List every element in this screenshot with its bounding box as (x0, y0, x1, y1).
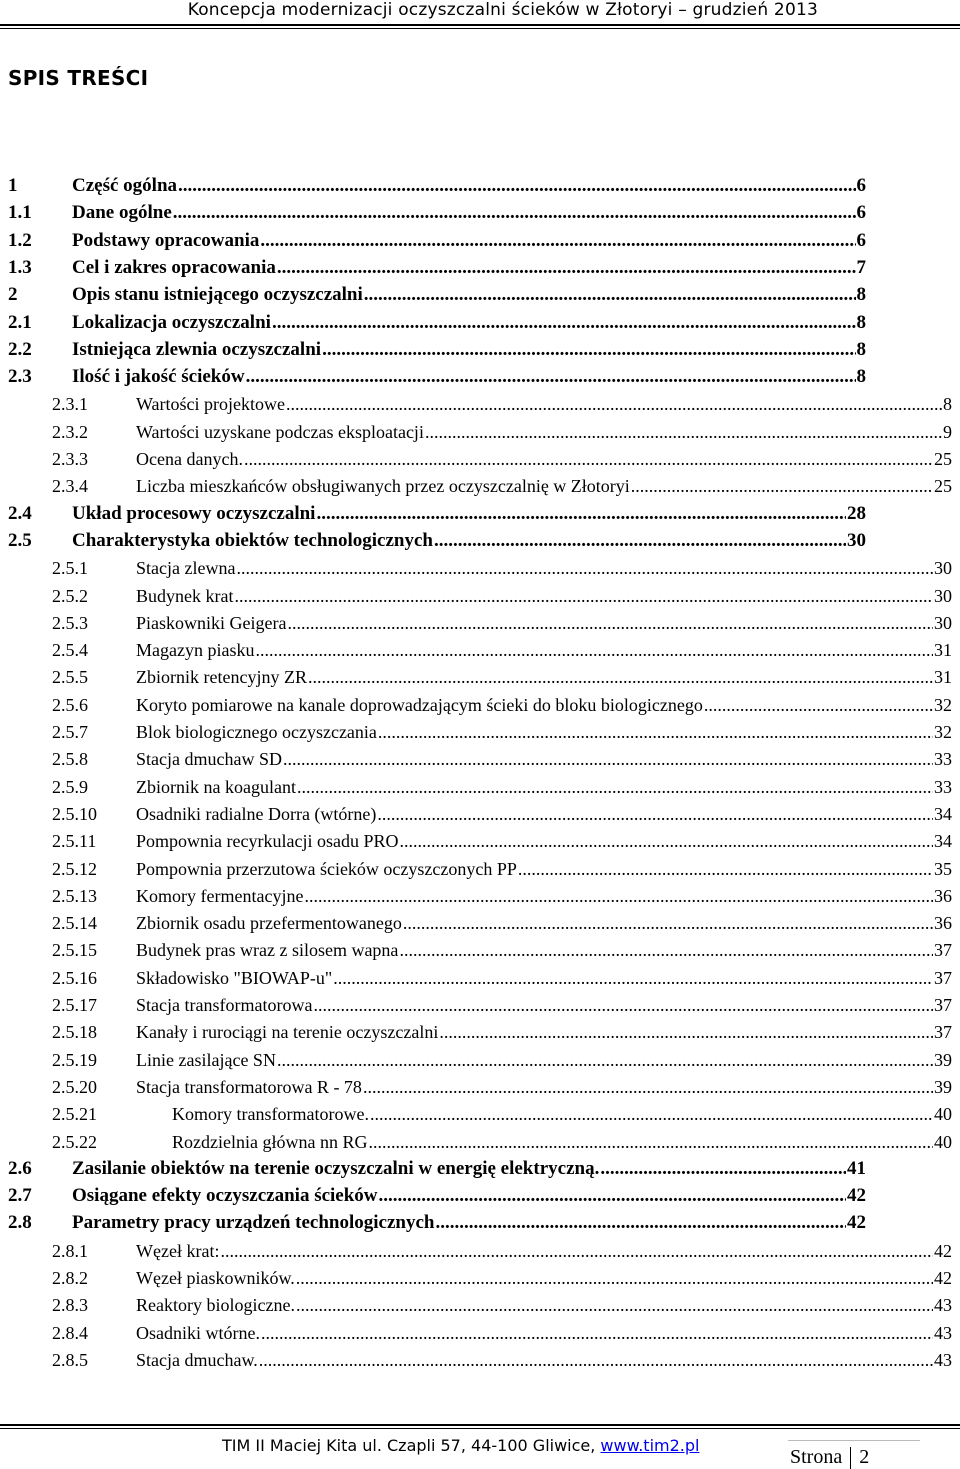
toc-entry[interactable] (8, 1180, 866, 1207)
toc-entry-title: Linie zasilające SN (136, 1049, 276, 1070)
toc-entry-title: Stacja dmuchaw. (136, 1349, 258, 1370)
toc-entry-page: 39 (934, 1076, 952, 1097)
toc-leader-dots (518, 858, 933, 880)
toc-entry-title: Część ogólna (72, 175, 178, 196)
toc-leader-dots (379, 1185, 846, 1207)
toc-entry-page: 36 (934, 913, 952, 934)
toc-entry-number: 1.2 (8, 229, 32, 251)
toc-entry-number: 2.8.2 (52, 1268, 88, 1288)
toc-entry[interactable] (52, 1098, 952, 1125)
toc-entry-number: 2.8 (8, 1212, 32, 1234)
toc-entry-page: 32 (934, 694, 952, 715)
toc-entry[interactable] (52, 934, 952, 961)
toc-entry-page: 30 (934, 612, 952, 633)
toc-entry-title: Komory transformatorowe. (172, 1104, 369, 1125)
toc-entry-number: 2.6 (8, 1157, 32, 1179)
toc-entry-title: Zbiornik na koagulant (136, 776, 296, 797)
toc-entry-number: 2.3.2 (52, 421, 88, 442)
header-title: Koncepcja modernizacji oczyszczalni ścieków w Złotoryi – grudzień 2013 (187, 0, 818, 20)
toc-entry-number: 2.5.19 (52, 1049, 97, 1070)
toc-entry[interactable] (8, 279, 866, 306)
footer-company-text: TIM II Maciej Kita ul. Czapli 57, 44-100 Gliwice, (222, 1436, 601, 1455)
toc-leader-dots (399, 939, 933, 961)
toc-leader-dots (286, 393, 942, 415)
toc-entry-page: 37 (934, 995, 952, 1015)
toc-entry-page: 33 (934, 776, 952, 797)
toc-entry[interactable] (52, 1016, 952, 1043)
toc-entry-page: 40 (934, 1131, 952, 1152)
toc-entry[interactable] (8, 307, 866, 334)
toc-leader-dots (277, 1049, 933, 1071)
toc-entry-number: 2.5.2 (52, 585, 88, 606)
toc-leader-dots (370, 1103, 933, 1125)
toc-entry-number: 2.3.3 (52, 449, 88, 469)
toc-entry-title: Zasilanie obiektów na terenie oczyszczalni w energię elektryczną. (72, 1157, 600, 1179)
toc-leader-dots (631, 475, 933, 497)
toc-leader-dots (436, 1212, 847, 1234)
footer-website-link[interactable]: www.tim2.pl (600, 1436, 700, 1455)
toc-entry[interactable] (52, 1289, 952, 1316)
toc-leader-dots (296, 1267, 933, 1289)
toc-entry-number: 2.7 (8, 1185, 32, 1207)
toc-entry-title: Stacja zlewna (136, 558, 236, 579)
toc-entry-number: 2.5.15 (52, 940, 97, 961)
toc-entry-number: 2.3 (8, 366, 32, 388)
toc-entry-page: 8 (856, 338, 866, 360)
toc-entry-title: Stacja transformatorowa R - 78 (136, 1076, 362, 1097)
toc-entry-title: Pompownia przerzutowa ścieków oczyszczonych PP (136, 858, 517, 879)
toc-entry[interactable] (52, 962, 952, 989)
toc-entry-title: Istniejąca zlewnia oczyszczalni (72, 338, 322, 360)
toc-entry[interactable] (52, 661, 952, 688)
footer-divider-thin (0, 1428, 960, 1429)
footer-address (222, 1436, 699, 1455)
toc-leader-dots (333, 967, 933, 989)
toc-entry-number: 2.3.4 (52, 476, 88, 497)
toc-entry-number: 2.5.22 (52, 1131, 97, 1152)
toc-entry-number: 2.5.20 (52, 1076, 97, 1097)
toc-leader-dots (246, 366, 856, 388)
toc-entry-number: 2.5.6 (52, 694, 88, 715)
toc-entry-page: 34 (934, 803, 952, 824)
toc-entry-number: 2.5.11 (52, 831, 97, 852)
toc-entry-page: 30 (934, 558, 952, 579)
toc-entry-page: 8 (856, 311, 866, 333)
toc-entry[interactable] (52, 743, 952, 770)
toc-entry-title: Opis stanu istniejącego oczyszczalni (72, 284, 363, 306)
toc-entry[interactable] (8, 225, 866, 252)
toc-entry-page: 31 (934, 640, 952, 661)
toc-entry-number: 2.5.18 (52, 1022, 97, 1043)
toc-entry[interactable] (8, 197, 866, 224)
toc-heading: SPIS TREŚCI (8, 66, 149, 90)
toc-entry-title: Budynek pras wraz z silosem wapna (136, 940, 399, 961)
toc-entry-title: Osadniki wtórne. (136, 1322, 260, 1343)
toc-leader-dots (260, 230, 855, 252)
toc-entry[interactable] (8, 525, 866, 552)
toc-entry-title: Cel i zakres opracowania (72, 256, 276, 278)
toc-entry-page: 37 (934, 940, 952, 961)
toc-entry-number: 2.5.7 (52, 722, 88, 742)
toc-leader-dots (600, 1158, 846, 1180)
toc-entry[interactable] (8, 498, 866, 525)
toc-entry-page: 42 (847, 1212, 866, 1234)
toc-entry[interactable] (8, 334, 866, 361)
toc-entry-title: Stacja dmuchaw SD (136, 749, 282, 770)
toc-leader-dots (425, 421, 942, 443)
toc-entry-page: 32 (934, 722, 952, 742)
toc-entry[interactable] (52, 771, 952, 798)
toc-entry-page: 39 (934, 1049, 952, 1070)
toc-entry-title: Składowisko "BIOWAP-u" (136, 967, 333, 988)
toc-entry-number: 2.5.3 (52, 612, 88, 633)
toc-entry-number: 2.4 (8, 502, 32, 524)
toc-entry-title: Podstawy opracowania (72, 229, 260, 251)
toc-entry-page: 37 (934, 1022, 952, 1043)
toc-leader-dots (363, 1076, 933, 1098)
toc-entry[interactable] (52, 880, 952, 907)
toc-entry-title: Węzeł krat: (136, 1240, 220, 1261)
toc-leader-dots (236, 557, 933, 579)
toc-entry[interactable] (52, 1071, 952, 1098)
toc-entry-page: 9 (943, 421, 952, 442)
toc-entry-number: 2 (8, 284, 18, 306)
toc-entry-page: 42 (847, 1185, 866, 1207)
toc-entry-number: 2.8.4 (52, 1322, 88, 1343)
toc-entry[interactable] (52, 853, 952, 880)
toc-entry-title: Piaskowniki Geigera (136, 612, 287, 633)
toc-leader-dots (244, 448, 933, 470)
toc-leader-dots (403, 912, 933, 934)
toc-entry-page: 31 (934, 667, 952, 688)
toc-entry-title: Budynek krat (136, 585, 234, 606)
toc-entry-title: Lokalizacja oczyszczalni (72, 311, 271, 333)
toc-leader-dots (272, 312, 856, 334)
toc-leader-dots (364, 284, 856, 306)
toc-entry-number: 2.5.1 (52, 558, 88, 579)
toc-leader-dots (296, 1294, 933, 1316)
toc-entry-number: 2.5.12 (52, 858, 97, 879)
toc-entry[interactable] (52, 580, 952, 607)
toc-entry[interactable] (52, 689, 952, 716)
toc-entry[interactable] (52, 552, 952, 579)
header-divider-thin (0, 28, 960, 29)
toc-leader-dots (704, 694, 933, 716)
toc-leader-dots (304, 885, 933, 907)
toc-entry-page: 8 (856, 284, 866, 306)
toc-entry-page: 43 (934, 1295, 952, 1316)
toc-entry-title: Rozdzielnia główna nn RG (172, 1131, 368, 1152)
toc-entry-title: Charakterystyka obiektów technologicznych (72, 529, 433, 551)
toc-entry-page: 42 (934, 1268, 952, 1288)
toc-entry-page: 6 (856, 202, 866, 224)
toc-entry[interactable] (52, 798, 952, 825)
toc-entry[interactable] (52, 907, 952, 934)
toc-entry-page: 25 (934, 449, 952, 469)
toc-entry-title: Pompownia recyrkulacji osadu PRO (136, 831, 399, 852)
toc-entry-page: 25 (934, 476, 952, 497)
toc-entry[interactable] (52, 716, 952, 743)
toc-entry[interactable] (8, 252, 866, 279)
toc-entry-number: 2.3.1 (52, 394, 88, 415)
toc-leader-dots (220, 1240, 933, 1262)
toc-entry-title: Zbiornik retencyjny ZR (136, 667, 307, 688)
toc-entry[interactable] (52, 1044, 952, 1071)
toc-entry-title: Komory fermentacyjne (136, 885, 304, 906)
toc-entry-title: Koryto pomiarowe na kanale doprowadzającym ścieki do bloku biologicznego (136, 694, 703, 715)
toc-entry-page: 6 (856, 229, 866, 251)
toc-entry[interactable] (52, 416, 952, 443)
toc-entry-title: Układ procesowy oczyszczalni (72, 502, 316, 524)
toc-entry-page: 37 (934, 967, 952, 988)
toc-entry-number: 1.1 (8, 202, 32, 224)
toc-entry[interactable] (52, 825, 952, 852)
toc-entry[interactable] (52, 607, 952, 634)
toc-leader-dots (434, 530, 846, 552)
toc-entry[interactable] (52, 634, 952, 661)
document-header (0, 0, 960, 22)
toc-entry-page: 35 (934, 858, 952, 879)
toc-leader-dots (377, 803, 933, 825)
toc-entry[interactable] (8, 1207, 866, 1234)
toc-entry-page: 40 (934, 1104, 952, 1125)
toc-entry-page: 8 (943, 394, 952, 415)
toc-leader-dots (277, 257, 856, 279)
toc-entry[interactable] (8, 170, 866, 197)
toc-leader-dots (439, 1021, 933, 1043)
toc-entry-number: 1.3 (8, 256, 32, 278)
toc-leader-dots (399, 830, 933, 852)
toc-entry-number: 2.1 (8, 311, 32, 333)
toc-entry-title: Reaktory biologiczne. (136, 1295, 295, 1316)
toc-entry-title: Stacja transformatorowa (136, 995, 313, 1015)
toc-entry-page: 34 (934, 831, 952, 852)
toc-entry-number: 2.5.14 (52, 913, 97, 934)
toc-entry-page: 43 (934, 1349, 952, 1370)
toc-entry[interactable] (8, 1153, 866, 1180)
toc-entry-title: Dane ogólne (72, 202, 172, 224)
toc-entry-title: Kanały i rurociągi na terenie oczyszczalni (136, 1022, 439, 1043)
toc-leader-dots (313, 994, 933, 1016)
toc-entry-number: 2.8.3 (52, 1295, 88, 1316)
toc-leader-dots (173, 202, 856, 224)
toc-entry-number: 2.5.5 (52, 667, 88, 688)
toc-entry-title: Wartości uzyskane podczas eksploatacji (136, 421, 424, 442)
toc-entry-page: 41 (847, 1157, 866, 1179)
toc-entry-page: 30 (934, 585, 952, 606)
toc-entry-number: 2.5.17 (52, 995, 97, 1015)
toc-entry-title: Zbiornik osadu przefermentowanego (136, 913, 402, 934)
toc-entry-page: 7 (856, 256, 866, 278)
toc-entry-title: Liczba mieszkańców obsługiwanych przez oczyszczalnię w Złotoryi (136, 476, 630, 497)
toc-entry-page: 33 (934, 749, 952, 770)
toc-entry-number: 2.5.9 (52, 776, 88, 797)
page-number: 2 (859, 1446, 870, 1468)
toc-entry[interactable] (52, 470, 952, 497)
toc-entry-page: 42 (934, 1240, 952, 1261)
toc-entry-number: 2.5.16 (52, 967, 97, 988)
toc-entry-number: 2.5.21 (52, 1104, 97, 1125)
toc-entry-page: 30 (847, 529, 866, 551)
toc-entry-number: 2.5.4 (52, 640, 88, 661)
toc-entry-title: Magazyn piasku (136, 640, 255, 661)
toc-entry-title: Ilość i jakość ścieków (72, 366, 245, 388)
toc-entry-page: 36 (934, 885, 952, 906)
toc-leader-dots (316, 503, 846, 525)
toc-entry[interactable] (52, 443, 952, 470)
toc-entry[interactable] (52, 388, 952, 415)
toc-entry[interactable] (8, 361, 866, 388)
toc-entry-title: Węzeł piaskowników. (136, 1268, 295, 1288)
toc-entry[interactable] (52, 1262, 952, 1289)
toc-entry-title: Ocena danych. (136, 449, 243, 469)
toc-leader-dots (255, 639, 933, 661)
toc-entry-title: Wartości projektowe (136, 394, 286, 415)
toc-entry[interactable] (52, 1235, 952, 1262)
toc-entry[interactable] (52, 1344, 952, 1371)
footer-divider (0, 1424, 960, 1426)
toc-entry-page: 8 (856, 366, 866, 388)
toc-entry-number: 2.5.13 (52, 885, 97, 906)
toc-entry[interactable] (52, 1126, 952, 1153)
toc-entry-number: 2.5.10 (52, 803, 97, 824)
page-label: Strona (790, 1446, 843, 1468)
toc-entry-number: 2.5 (8, 529, 32, 551)
toc-leader-dots (259, 1349, 933, 1371)
toc-entry-number: 1 (8, 175, 18, 196)
toc-entry-title: Parametry pracy urządzeń technologicznych (72, 1212, 435, 1234)
toc-entry-title: Blok biologicznego oczyszczania (136, 722, 377, 742)
toc-entry-number: 2.8.5 (52, 1349, 88, 1370)
toc-entry[interactable] (52, 989, 952, 1016)
toc-leader-dots (368, 1131, 933, 1153)
toc-entry-page: 6 (856, 175, 866, 196)
toc-leader-dots (261, 1322, 933, 1344)
toc-entry-page: 43 (934, 1322, 952, 1343)
toc-entry-number: 2.8.1 (52, 1240, 88, 1261)
header-divider (0, 24, 960, 26)
toc-entry[interactable] (52, 1317, 952, 1344)
toc-leader-dots (297, 776, 933, 798)
toc-leader-dots (178, 175, 855, 197)
page-number-box (790, 1446, 869, 1469)
toc-leader-dots (378, 721, 933, 743)
toc-entry-number: 2.5.8 (52, 749, 88, 770)
toc-leader-dots (283, 748, 933, 770)
toc-entry-title: Osadniki radialne Dorra (wtórne) (136, 803, 377, 824)
toc-leader-dots (234, 585, 933, 607)
toc-leader-dots (322, 339, 855, 361)
toc-entry-number: 2.2 (8, 338, 32, 360)
toc-leader-dots (308, 666, 933, 688)
toc-leader-dots (287, 612, 933, 634)
toc-entry-page: 28 (847, 502, 866, 524)
toc-entry-title: Osiągane efekty oczyszczania ścieków (72, 1185, 378, 1207)
